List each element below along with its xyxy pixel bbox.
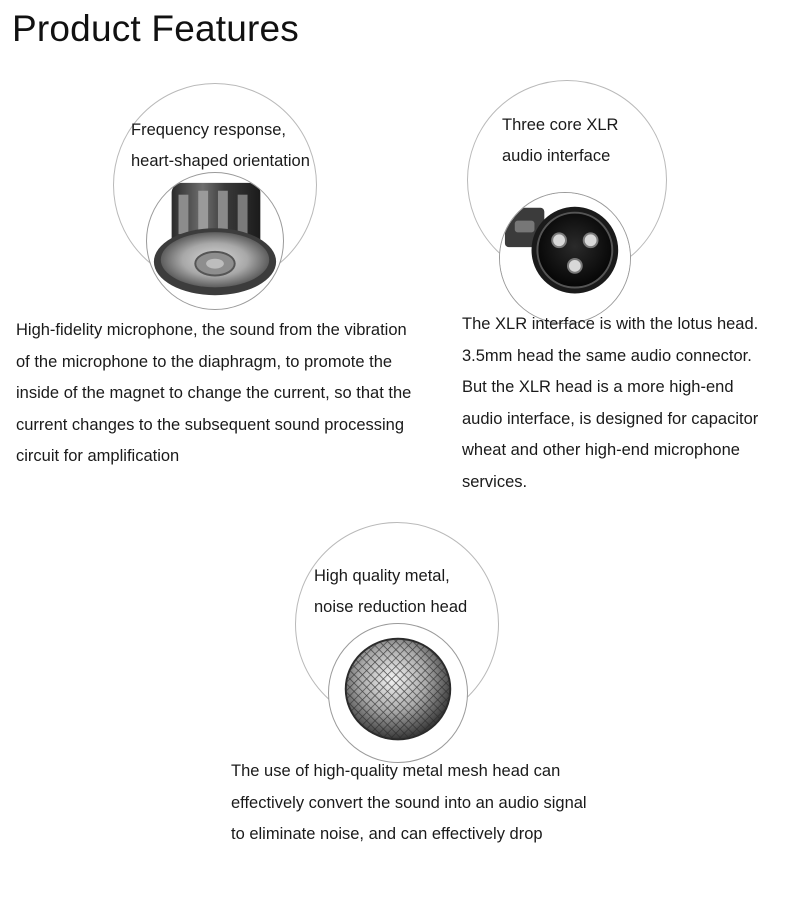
feature-description-xlr: The XLR interface is with the lotus head. 3.5mm head the same audio connector. But the XLR head is a more high-end audio interface, is designed for capacitor wheat and other high-end microphone services. xyxy=(462,315,759,491)
feature-label-metal-head: High quality metal, noise reduction head xyxy=(314,567,468,616)
feature-label-frequency: Frequency response, heart-shaped orientation xyxy=(131,121,310,170)
microphone-capsule-icon xyxy=(146,172,284,310)
metal-mesh-grille-icon xyxy=(328,623,468,763)
page-title: Product Features xyxy=(12,8,300,49)
xlr-connector-icon xyxy=(499,192,631,324)
feature-label-xlr: Three core XLR audio interface xyxy=(502,116,619,165)
feature-description-metal-head: The use of high-quality metal mesh head can effectively convert the sound into an audio signal to eliminate noise, and can effectively drop xyxy=(231,762,587,844)
feature-description-frequency: High-fidelity microphone, the sound from the vibration of the microphone to the diaphragm, to promote the inside of the magnet to change the current, so that the current changes to the subsequent sound processing circuit for amplification xyxy=(16,321,412,466)
